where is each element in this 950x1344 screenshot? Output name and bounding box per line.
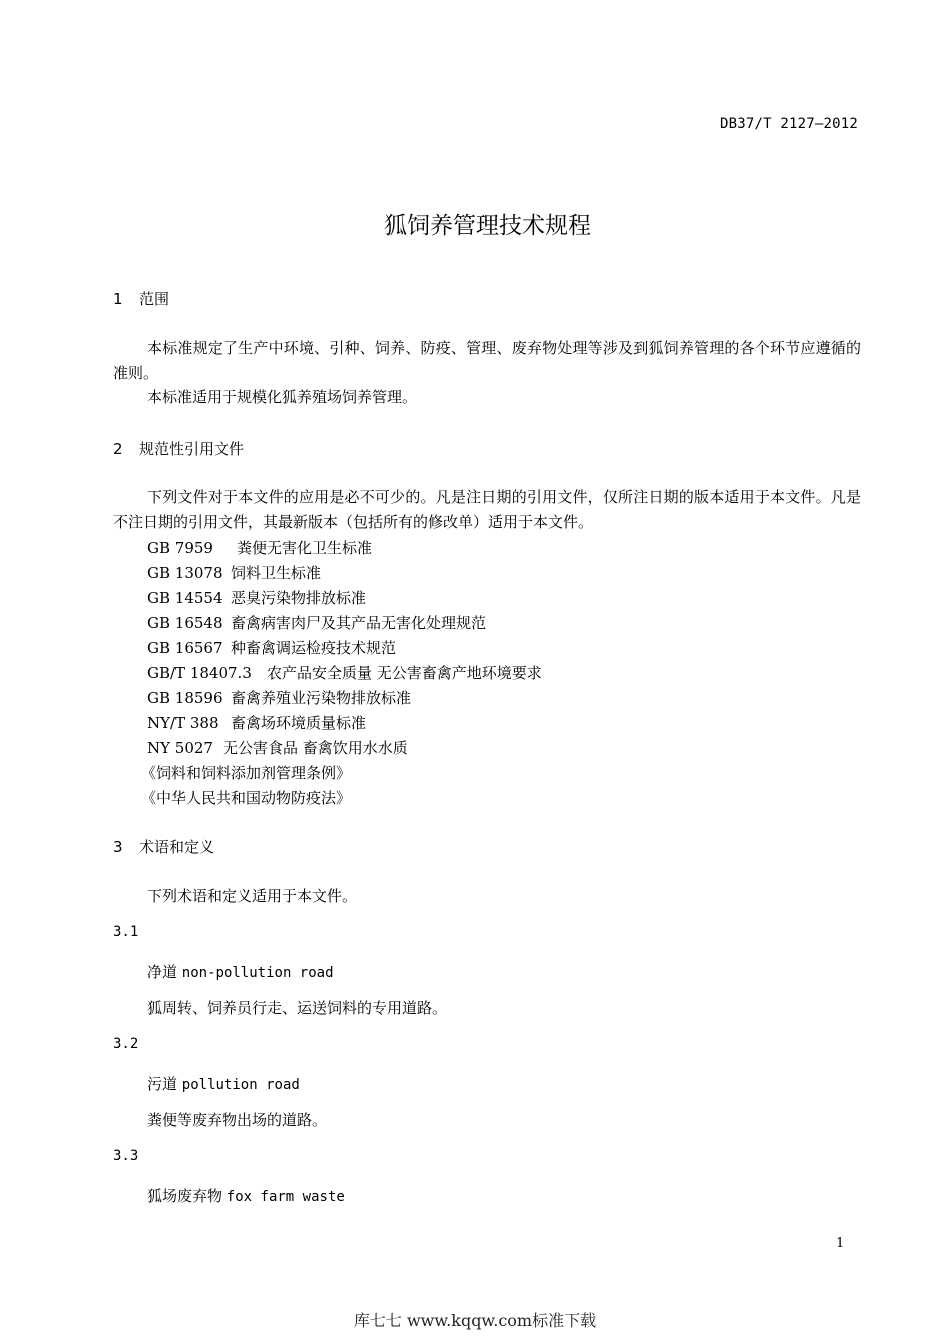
section-heading-terms-definitions: [113, 836, 214, 857]
reference-code: GB 13078: [147, 564, 223, 582]
term-name-zh: 净道: [147, 963, 178, 981]
section-title: 术语和定义: [139, 838, 215, 856]
reference-name: 畜禽病害肉尸及其产品无害化处理规范: [231, 614, 487, 632]
reference-item: [147, 712, 366, 733]
term-name: [147, 1185, 345, 1206]
reference-item: [147, 587, 366, 608]
term-definition: 粪便等废弃物出场的道路。: [147, 1111, 328, 1129]
reference-name: 饲料卫生标准: [231, 564, 322, 582]
references-intro-paragraph: 下列文件对于本文件的应用是必不可少的。凡是注日期的引用文件，仅所注日期的版本适用于本文件。凡是不注日期的引用文件，其最新版本（包括所有的修改单）适用于本文件。: [113, 488, 861, 531]
term-name-en: fox farm waste: [226, 1189, 345, 1205]
term-name-en: non-pollution road: [181, 965, 334, 981]
reference-name: 恶臭污染物排放标准: [231, 589, 367, 607]
scope-paragraph-1: 本标准规定了生产中环境、引种、饲养、防疫、管理、废弃物处理等涉及到狐饲养管理的各个环节应遵循的准则。: [113, 339, 861, 382]
term-name-zh: 污道: [147, 1075, 178, 1093]
document-code: DB37/T 2127—2012: [719, 116, 858, 132]
section-number: 2: [113, 440, 123, 458]
reference-name: 畜禽场环境质量标准: [231, 714, 367, 732]
term-number: 3.1: [113, 924, 139, 940]
reference-name: 粪便无害化卫生标准: [237, 539, 373, 557]
reference-code: GB 7959: [147, 539, 213, 557]
reference-item: [147, 637, 396, 658]
reference-item: [147, 562, 321, 583]
regulation-item: 《中华人民共和国动物防疫法》: [141, 789, 352, 807]
terms-intro-paragraph: 下列术语和定义适用于本文件。: [147, 887, 358, 905]
reference-item: [147, 537, 372, 558]
term-number: 3.3: [113, 1148, 139, 1164]
reference-name: 农产品安全质量 无公害畜禽产地环境要求: [267, 664, 542, 682]
section-heading-scope: [113, 288, 169, 309]
term-name: [147, 961, 334, 982]
section-heading-normative-references: [113, 438, 244, 459]
term-name-zh: 狐场废弃物: [147, 1187, 223, 1205]
section-title: 范围: [139, 290, 170, 308]
reference-code: GB 16567: [147, 639, 223, 657]
section-number: 3: [113, 838, 123, 856]
reference-name: 种畜禽调运检疫技术规范: [231, 639, 397, 657]
section-number: 1: [113, 290, 123, 308]
reference-code: GB/T 18407.3: [147, 664, 252, 682]
regulation-item: 《饲料和饲料添加剂管理条例》: [141, 764, 352, 782]
term-definition: 狐周转、饲养员行走、运送饲料的专用道路。: [147, 999, 448, 1017]
footer-watermark: 库七七 www.kqqw.com标准下载: [353, 1311, 597, 1330]
reference-item: [147, 662, 542, 683]
reference-code: NY 5027: [147, 739, 213, 757]
reference-code: NY/T 388: [147, 714, 219, 732]
page-number: 1: [836, 1236, 845, 1251]
reference-name: 畜禽养殖业污染物排放标准: [231, 689, 412, 707]
term-number: 3.2: [113, 1036, 139, 1052]
reference-name: 无公害食品 畜禽饮用水水质: [223, 739, 408, 757]
reference-item: [147, 687, 411, 708]
reference-code: GB 14554: [147, 589, 223, 607]
document-title: 狐饲养管理技术规程: [384, 213, 591, 239]
term-name-en: pollution road: [181, 1077, 300, 1093]
reference-code: GB 18596: [147, 689, 223, 707]
section-title: 规范性引用文件: [139, 440, 245, 458]
reference-item: [147, 737, 408, 758]
reference-item: [147, 612, 486, 633]
scope-paragraph-2: 本标准适用于规模化狐养殖场饲养管理。: [147, 388, 418, 406]
reference-code: GB 16548: [147, 614, 223, 632]
term-name: [147, 1073, 300, 1094]
